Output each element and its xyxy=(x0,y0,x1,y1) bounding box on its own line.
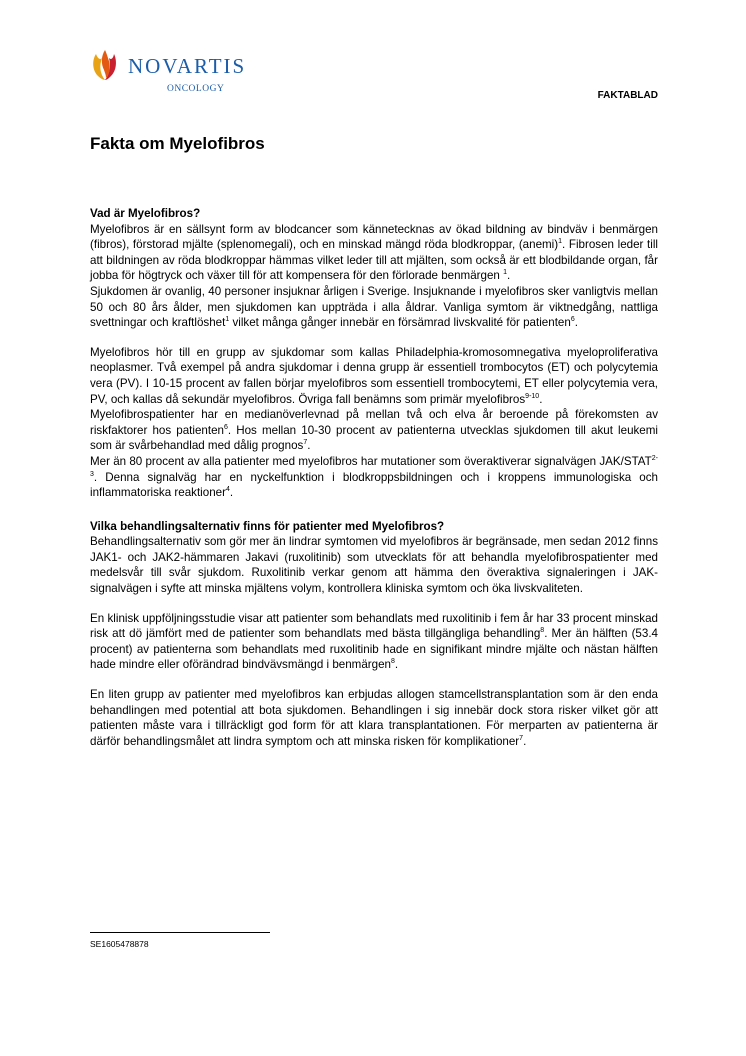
section-heading-treatment: Vilka behandlingsalternativ finns för patienter med Myelofibros? xyxy=(90,519,445,533)
reference-marker: 1 xyxy=(225,316,230,324)
paragraph: En liten grupp av patienter med myelofibros kan erbjudas allogen stamcellstransplantation som är den enda behandlingen med potential att bota sjukdomen. Behandlingen i sig innebär dock stora risker vilket gör att patienten måste vara i tillräckligt god form för att klara transplantationen. För merparten av patienterna är därför behandlingsmålet att lindra symptom och att minska risken för komplikationer$^7$. xyxy=(90,688,658,748)
paragraph: Myelofibrospatienter har en medianöverlevnad på mellan två och elva år beroende på förekomsten av riskfaktorer hos patienten$^6$. Hos mellan 10-30 procent av patienterna utvecklas sjukdomen till akut leukemi som är svårbehandlad med dålig prognos$^7$. xyxy=(90,408,658,453)
reference-marker: 1 xyxy=(503,269,507,277)
paragraph: Behandlingsalternativ som gör mer än lindrar symtomen vid myelofibros är begränsade, men sedan 2012 finns JAK1- och JAK2-hämmaren Jakavi (ruxolitinib) som utvecklats för att behandla myelofibrospatienter med medelsvår till svår sjukdom. Ruxolitinib verkar genom att hämma den överaktiva signaleringen i JAK-signalvägen i syfte att minska mjältens volym, kontrollera kliniska symtom och öka livskvaliteten. xyxy=(90,535,658,596)
paragraph: Sjukdomen är ovanlig, 40 personer insjuknar årligen i Sverige. Insjuknande i myelofibros sker vanligtvis mellan 50 och 80 års ålder, men sjukdomen kan uppträda i alla åldrar. Vanliga symtom är viktnedgång, nattliga svettningar och kraftlöshet$^1$ vilket många gånger innebär en försämrad livskvalité för patienten$^6$. xyxy=(90,284,658,330)
reference-marker: 1 xyxy=(558,238,563,246)
document-code: SE1605478878 xyxy=(90,939,149,949)
novartis-flame-icon xyxy=(90,48,120,82)
reference-marker: 7 xyxy=(519,734,524,742)
paragraph: En klinisk uppföljningsstudie visar att patienter som behandlats med ruxolitinib i fem år har 33 procent minskad risk att dö jämfört med de patienter som behandlats med bästa tillgängliga behandling$^8$. Mer än hälften (53.4 procent) av patienterna som behandlats med ruxolitinib hade en signifikant mindre mjälte och nästan hälften hade mindre eller oförändrad bindvävsmängd i benmärgen$^8$. xyxy=(90,611,658,672)
paragraph: Mer än 80 procent av alla patienter med myelofibros har mutationer som överaktiverar signalvägen JAK/STAT$^{2-3}$. Denna signalväg har en nyckelfunktion i blodkroppsbildningen och i kroppens immunologiska och inflammatoriska reaktioner$^4$. xyxy=(90,454,658,500)
paragraph: Myelofibros hör till en grupp av sjukdomar som kallas Philadelphia-kromosomnegativa myeloproliferativa neoplasmer. Två exempel på andra sjukdomar i denna grupp är essentiell trombocytos (ET) och polycytemia vera (PV). I 10-15 procent av fallen börjar myelofibros som essentiell trombocytemi, ET eller polycytemia vera, PV, och kallas då sekundär myelofibros. Övriga fall benämns som primär myelofibros$^{9-10}$. xyxy=(90,345,658,406)
division-name: ONCOLOGY xyxy=(167,84,225,94)
reference-marker: 6 xyxy=(570,316,575,324)
reference-marker: 4 xyxy=(225,486,230,494)
paragraph: Myelofibros är en sällsynt form av blodcancer som kännetecknas av ökad bildning av bindväv i benmärgen (fibros), förstorad mjälte (splenomegali), och en minskad mängd röda blodkroppar, (anemi)$^1$. Fibrosen leder till att bildningen av röda blodkroppar hämmas vilket leder till att mjälten, som också är ett blodbildande organ, får jobba för högtryck och växer till för att kompensera för den förlorade benmärgen $^1$. xyxy=(90,222,658,283)
novartis-oncology-logo xyxy=(90,46,290,102)
reference-marker: 8 xyxy=(540,627,545,635)
reference-marker: 7 xyxy=(303,439,308,447)
footnote-divider xyxy=(90,932,270,933)
document-type-label: FAKTABLAD xyxy=(597,90,658,101)
reference-marker: 2-3 xyxy=(90,455,658,478)
reference-marker: 8 xyxy=(390,658,395,666)
reference-marker: 9-10 xyxy=(525,392,540,400)
page-title: Fakta om Myelofibros xyxy=(90,134,265,153)
reference-marker: 6 xyxy=(223,423,228,431)
section-heading-what-is: Vad är Myelofibros? xyxy=(90,207,201,220)
document-body xyxy=(90,206,658,749)
brand-name: NOVARTIS xyxy=(128,54,247,78)
